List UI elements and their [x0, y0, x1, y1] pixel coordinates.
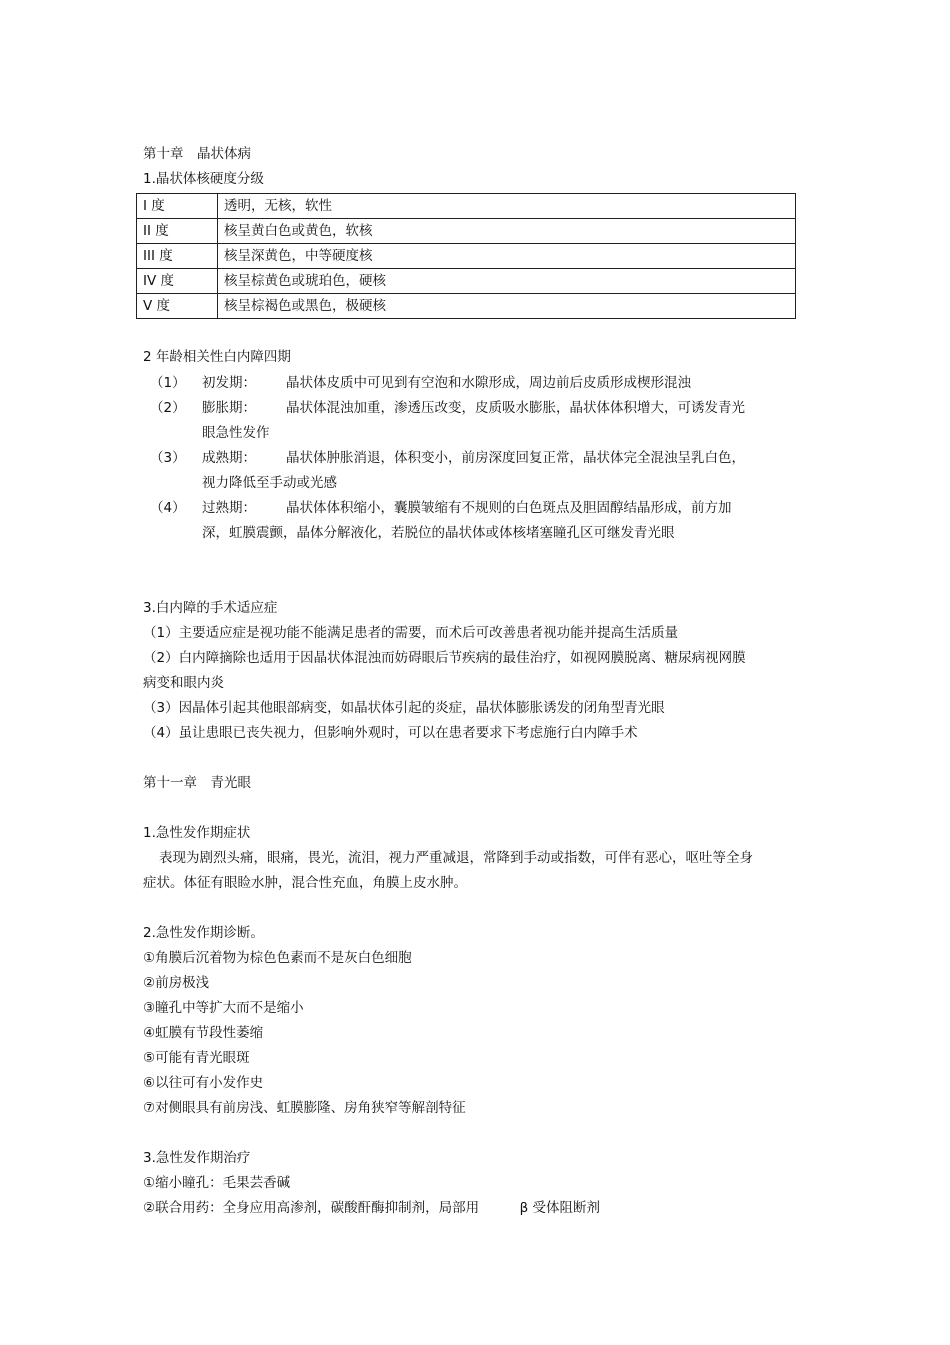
stage-number: （2）	[150, 400, 186, 416]
table-row	[137, 194, 796, 219]
stage-desc: 晶状体体积缩小，囊膜皱缩有不规则的白色斑点及胆固醇结晶形成，前方加深，虹膜震颤，晶体分解液化，若脱位的晶状体或体核堵塞瞳孔区可继发青光眼	[202, 500, 732, 541]
treatment-item: ②联合用药：全身应用高渗剂，碳酸酐酶抑制剂，局部用 β 受体阻断剂	[143, 1200, 601, 1216]
indication-item: （2）白内障摘除也适用于因晶状体混浊而妨碍眼后节疾病的最佳治疗，如视网膜脱离、糖尿病视网膜病变和眼内炎	[143, 650, 746, 691]
section-title-hardness: 1.晶状体核硬度分级	[143, 171, 264, 187]
stage-number: （3）	[150, 450, 186, 466]
diagnosis-item: ⑦对侧眼具有前房浅、虹膜膨隆、房角狭窄等解剖特征	[143, 1100, 466, 1116]
table-row	[137, 294, 796, 319]
grade-cell: I 度	[137, 194, 218, 219]
stage-name: 初发期：	[202, 375, 256, 391]
diagnosis-item: ②前房极浅	[143, 975, 210, 991]
stage-number: （4）	[150, 500, 186, 516]
diagnosis-item: ③瞳孔中等扩大而不是缩小	[143, 1000, 304, 1016]
chapter10-title: 第十章 晶状体病	[143, 146, 251, 162]
treatment-item: ①缩小瞳孔：毛果芸香碱	[143, 1175, 291, 1191]
grade-desc-cell: 核呈黄白色或黄色，软核	[218, 219, 796, 244]
grade-desc-cell: 核呈棕褐色或黑色，极硬核	[218, 294, 796, 319]
section-title-symptoms: 1.急性发作期症状	[143, 825, 251, 841]
table-row	[137, 244, 796, 269]
stage-desc: 晶状体肿胀消退，体积变小，前房深度回复正常，晶状体完全混浊呈乳白色，视力降低至手动或光感	[202, 450, 745, 491]
indication-item: （4）虽让患眼已丧失视力，但影响外观时，可以在患者要求下考虑施行白内障手术	[143, 725, 638, 741]
symptoms-paragraph: 表现为剧烈头痛，眼痛，畏光，流泪，视力严重减退，常降到手动或指数，可伴有恶心，呕吐等全身症状。体征有眼睑水肿，混合性充血，角膜上皮水肿。	[143, 850, 753, 891]
grade-cell: II 度	[137, 219, 218, 244]
section-title-diagnosis: 2.急性发作期诊断。	[143, 925, 264, 941]
grade-desc-cell: 核呈棕黄色或琥珀色，硬核	[218, 269, 796, 294]
indication-item: （3）因晶体引起其他眼部病变，如晶状体引起的炎症，晶状体膨胀诱发的闭角型青光眼	[143, 700, 665, 716]
diagnosis-item: ④虹膜有节段性萎缩	[143, 1025, 264, 1041]
stage-name: 过熟期：	[202, 500, 256, 516]
grade-cell: III 度	[137, 244, 218, 269]
stage-number: （1）	[150, 375, 186, 391]
diagnosis-item: ⑥以往可有小发作史	[143, 1075, 264, 1091]
hardness-grade-table	[136, 193, 796, 319]
diagnosis-item: ①角膜后沉着物为棕色色素而不是灰白色细胞	[143, 950, 412, 966]
section-title-stages: 2 年龄相关性白内障四期	[143, 349, 291, 365]
grade-cell: IV 度	[137, 269, 218, 294]
grade-desc-cell: 核呈深黄色，中等硬度核	[218, 244, 796, 269]
stage-desc: 晶状体皮质中可见到有空泡和水隙形成，周边前后皮质形成楔形混浊	[286, 375, 691, 391]
stage-name: 膨胀期：	[202, 400, 256, 416]
table-row	[137, 269, 796, 294]
grade-desc-cell: 透明，无核，软性	[218, 194, 796, 219]
diagnosis-item: ⑤可能有青光眼斑	[143, 1050, 250, 1066]
stage-name: 成熟期：	[202, 450, 256, 466]
section-title-treatment: 3.急性发作期治疗	[143, 1150, 251, 1166]
indication-item: （1）主要适应症是视功能不能满足患者的需要，而术后可改善患者视功能并提高生活质量	[143, 625, 679, 641]
chapter11-title: 第十一章 青光眼	[143, 775, 251, 791]
grade-cell: V 度	[137, 294, 218, 319]
section-title-indications: 3.白内障的手术适应症	[143, 600, 278, 616]
stage-desc: 晶状体混浊加重，渗透压改变，皮质吸水膨胀，晶状体体积增大，可诱发青光眼急性发作	[202, 400, 745, 441]
table-row	[137, 219, 796, 244]
